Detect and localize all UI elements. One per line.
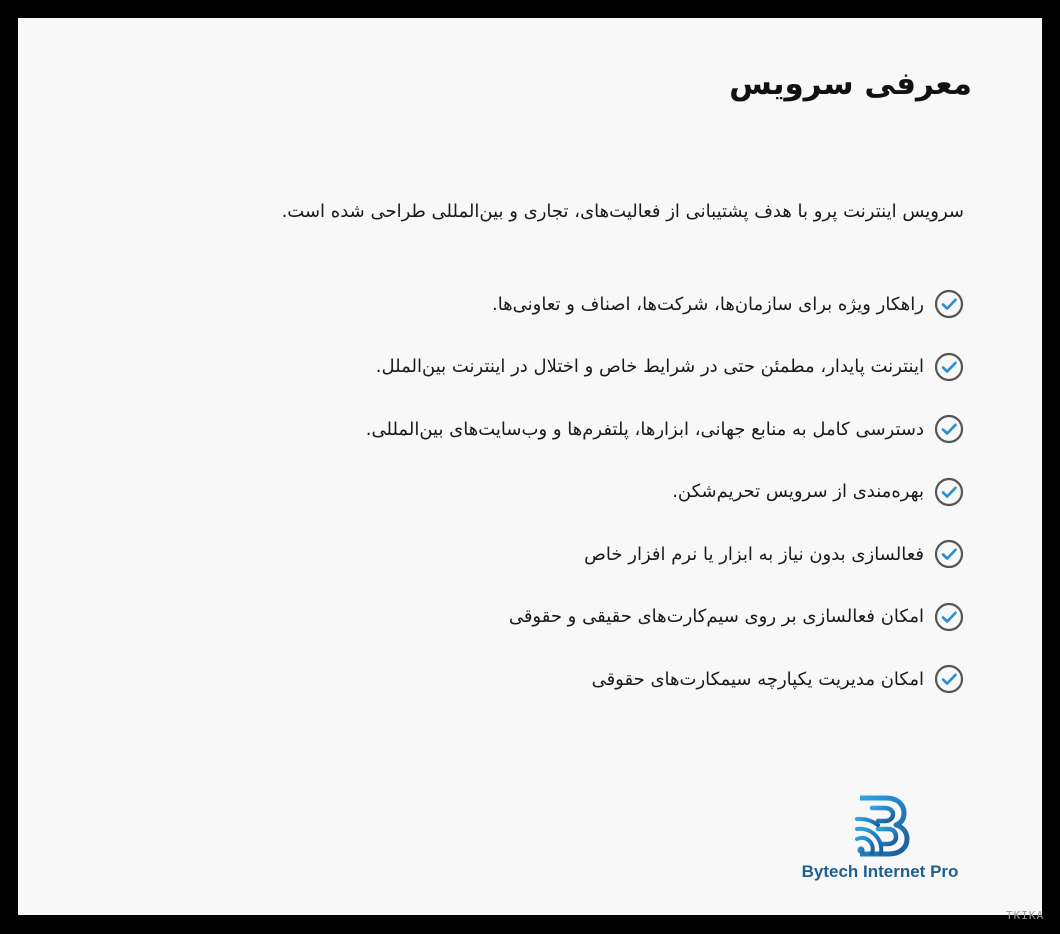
feature-item (366, 648, 964, 711)
check-circle-icon (934, 664, 964, 694)
brand-name: Bytech Internet Pro (801, 862, 959, 881)
feature-text: بهره‌مندی از سرویس تحریم‌شکن. (672, 481, 924, 503)
feature-item (366, 336, 964, 399)
check-circle-icon (934, 477, 964, 507)
watermark: TKIKA (1006, 909, 1045, 922)
feature-text: دسترسی کامل به منابع جهانی، ابزارها، پلتفرم‌ها و وب‌سایت‌های بین‌المللی. (365, 418, 924, 440)
check-circle-icon (934, 414, 964, 444)
bytech-b-logo-icon (848, 794, 912, 858)
feature-text: امکان فعالسازی بر روی سیم‌کارت‌های حقیقی و حقوقی (508, 606, 924, 628)
service-intro-page (18, 18, 1042, 915)
check-circle-icon (934, 539, 964, 569)
feature-item (366, 586, 964, 649)
check-circle-icon (934, 352, 964, 382)
feature-text: راهکار ویژه برای سازمان‌ها، شرکت‌ها، اصناف و تعاونی‌ها. (491, 293, 924, 315)
check-circle-icon (934, 602, 964, 632)
intro-paragraph: سرویس اینترنت پرو با هدف پشتیبانی از فعالیت‌های، تجاری و بین‌المللی طراحی شده است. (281, 201, 964, 222)
feature-item (366, 398, 964, 461)
feature-item (366, 523, 964, 586)
feature-item (366, 273, 964, 336)
brand-logo (785, 794, 975, 889)
feature-text: اینترنت پایدار، مطمئن حتی در شرایط خاص و اختلال در اینترنت بین‌الملل. (375, 356, 924, 378)
check-circle-icon (934, 289, 964, 319)
feature-text: فعالسازی بدون نیاز به ابزار یا نرم افزار خاص (584, 543, 924, 565)
feature-item (366, 461, 964, 524)
feature-text: امکان مدیریت یکپارچه سیمکارت‌های حقوقی (591, 668, 924, 690)
page-title: معرفی سرویس (729, 66, 972, 102)
feature-list (366, 273, 964, 711)
